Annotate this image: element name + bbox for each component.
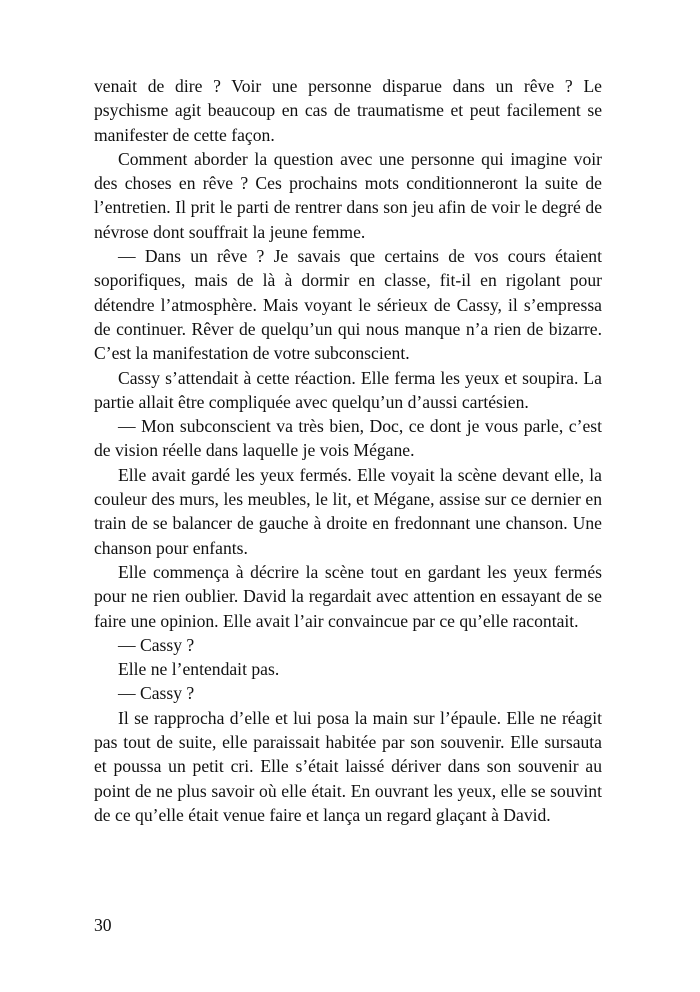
page-body <box>94 74 602 827</box>
dialogue-paragraph: — Dans un rêve ? Je savais que certains de vos cours étaient soporifiques, mais de là à dormir en classe, fit-il en rigolant pour détendre l’atmosphère. Mais voyant le sérieux de Cassy, il s’empressa de continuer. Rêver de quelqu’un qui nous manque n’a rien de bizarre. C’est la manifestation de votre subconscient. <box>94 246 602 364</box>
paragraph: Cassy s’attendait à cette réaction. Elle ferma les yeux et soupira. La partie allait être compliquée avec quelqu’un d’aussi cartésien. <box>94 367 602 412</box>
paragraph: Il se rapprocha d’elle et lui posa la main sur l’épaule. Elle ne réagit pas tout de suite, elle paraissait habitée par son souvenir. Elle sursauta et poussa un petit cri. Elle s’était laissé dériver dans son souvenir au point de ne plus savoir où elle était. En ouvrant les yeux, elle se souvint de ce qu’elle était venue faire et lança un regard glaçant à David. <box>94 707 602 825</box>
paragraph: Elle avait gardé les yeux fermés. Elle voyait la scène devant elle, la couleur des murs, les meubles, le lit, et Mégane, assise sur ce dernier en train de se balancer de gauche à droite en fredonnant une chanson. Une chanson pour enfants. <box>94 464 602 558</box>
paragraph: Elle ne l’entendait pas. <box>118 659 280 680</box>
dialogue-paragraph: — Cassy ? <box>118 634 195 655</box>
paragraph-continuation: venait de dire ? Voir une personne disparue dans un rêve ? Le psychisme agit beaucoup en cas de traumatisme et peut facilement se manifester de cette façon. <box>94 76 602 145</box>
paragraph: Comment aborder la question avec une personne qui imagine voir des choses en rêve ? Ces prochains mots conditionneront la suite de l’entretien. Il prit le parti de rentrer dans son jeu afin de voir le degré de névrose dont souffrait la jeune femme. <box>94 148 602 242</box>
paragraph: Elle commença à décrire la scène tout en gardant les yeux fermés pour ne rien oublier. David la regardait avec attention en essayant de se faire une opinion. Elle avait l’air convaincue par ce qu’elle racontait. <box>94 561 602 631</box>
page-number: 30 <box>94 915 112 935</box>
dialogue-paragraph: — Cassy ? <box>118 683 195 704</box>
dialogue-paragraph: — Mon subconscient va très bien, Doc, ce dont je vous parle, c’est de vision réelle dans laquelle je vois Mégane. <box>94 416 602 461</box>
